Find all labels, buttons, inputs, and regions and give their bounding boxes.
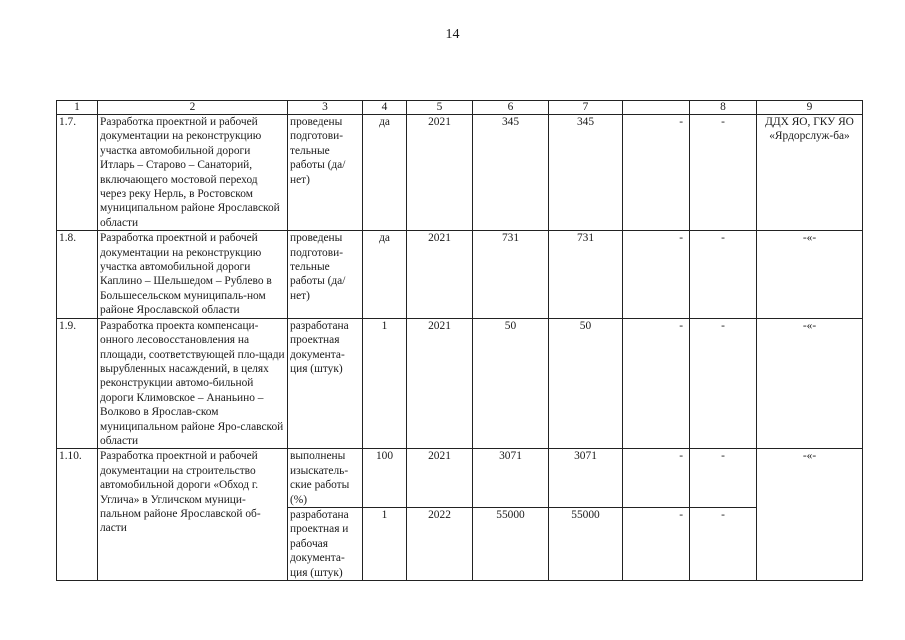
- funding-regional: 50: [549, 318, 623, 449]
- funding-other: -: [623, 449, 690, 508]
- executor: -«-: [757, 231, 863, 318]
- indicator: проведены подготови-тельные работы (да/нет): [288, 231, 363, 318]
- funding-other: -: [623, 318, 690, 449]
- indicator: проведены подготови-тельные работы (да/нет): [288, 115, 363, 231]
- indicator: разработана проектная документа-ция (штук): [288, 318, 363, 449]
- row-number: 1.10.: [57, 449, 98, 581]
- funding-total: 731: [473, 231, 549, 318]
- indicator-value: да: [363, 115, 407, 231]
- header-cell: 5: [407, 101, 473, 115]
- funding-col8: -: [690, 507, 757, 580]
- header-cell: 8: [690, 101, 757, 115]
- header-cell: 6: [473, 101, 549, 115]
- funding-total: 345: [473, 115, 549, 231]
- year: 2022: [407, 507, 473, 580]
- row-number: 1.8.: [57, 231, 98, 318]
- indicator-value: да: [363, 231, 407, 318]
- table-row: [57, 318, 863, 449]
- funding-regional: 3071: [549, 449, 623, 508]
- year: 2021: [407, 231, 473, 318]
- program-table: [56, 100, 863, 581]
- year: 2021: [407, 449, 473, 508]
- funding-total: 55000: [473, 507, 549, 580]
- funding-col8: -: [690, 318, 757, 449]
- measure-name: Разработка проектной и рабочей документации на реконструкцию участка автомобильной дороги Итларь – Старово – Санаторий, включающего мостовой переход через реку Нерль, в Ростовском муниципальном районе Ярославской области: [98, 115, 288, 231]
- indicator: разработана проектная и рабочая документа-ция (штук): [288, 507, 363, 580]
- funding-other: -: [623, 231, 690, 318]
- funding-regional: 731: [549, 231, 623, 318]
- header-cell: 7: [549, 101, 623, 115]
- header-row: [57, 101, 863, 115]
- header-cell: 1: [57, 101, 98, 115]
- measure-name: Разработка проектной и рабочей документации на реконструкцию участка автомобильной дороги Каплино – Шельшедом – Рублево в Большесельском муниципаль-ном районе Ярославской области: [98, 231, 288, 318]
- header-cell: 2: [98, 101, 288, 115]
- executor: -«-: [757, 449, 863, 581]
- executor: ДДХ ЯО, ГКУ ЯО «Ярдорслуж-ба»: [757, 115, 863, 231]
- measure-name: Разработка проектной и рабочей документации на строительство автомобильной дороги «Обход г. Углича» в Угличском муници-пальном районе Ярославской об-ласти: [98, 449, 288, 581]
- year: 2021: [407, 115, 473, 231]
- header-cell: 9: [757, 101, 863, 115]
- funding-regional: 345: [549, 115, 623, 231]
- page-number: 14: [445, 27, 460, 42]
- funding-col8: -: [690, 449, 757, 508]
- measure-name: Разработка проекта компенсаци-онного лесовосстановления на площади, соответствующей пло-щади вырубленных насаждений, в целях реконструкции автомо-бильной дороги Климовское – Ананьино – Волково в Ярослав-ском муниципальном районе Яро-славской области: [98, 318, 288, 449]
- funding-other: -: [623, 115, 690, 231]
- row-number: 1.7.: [57, 115, 98, 231]
- funding-col8: -: [690, 231, 757, 318]
- header-cell: 4: [363, 101, 407, 115]
- funding-regional: 55000: [549, 507, 623, 580]
- indicator-value: 100: [363, 449, 407, 508]
- funding-col8: -: [690, 115, 757, 231]
- table-row: [57, 115, 863, 231]
- funding-other: -: [623, 507, 690, 580]
- funding-total: 3071: [473, 449, 549, 508]
- indicator: выполнены изыскатель-ские работы (%): [288, 449, 363, 508]
- table-row: [57, 231, 863, 318]
- table-row: [57, 449, 863, 508]
- funding-total: 50: [473, 318, 549, 449]
- executor: -«-: [757, 318, 863, 449]
- indicator-value: 1: [363, 318, 407, 449]
- header-cell: 3: [288, 101, 363, 115]
- year: 2021: [407, 318, 473, 449]
- indicator-value: 1: [363, 507, 407, 580]
- row-number: 1.9.: [57, 318, 98, 449]
- header-cell: [623, 101, 690, 115]
